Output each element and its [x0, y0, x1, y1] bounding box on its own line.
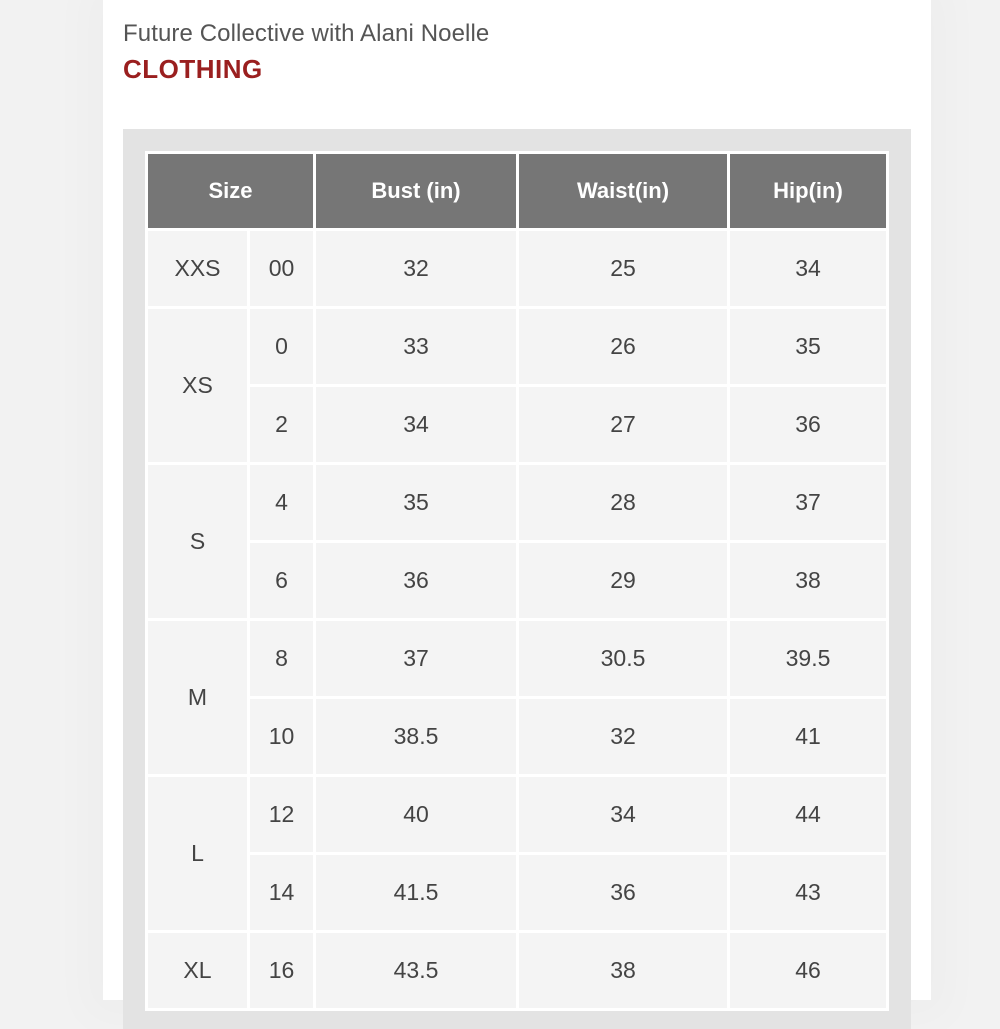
waist-cell: 25: [519, 231, 727, 306]
bust-cell: 36: [316, 543, 516, 618]
numeric-size-cell: 00: [250, 231, 313, 306]
size-label-cell: XL: [148, 933, 247, 1008]
numeric-size-cell: 8: [250, 621, 313, 696]
bust-cell: 35: [316, 465, 516, 540]
hip-cell: 46: [730, 933, 886, 1008]
size-table-panel: [123, 129, 911, 1029]
waist-cell: 38: [519, 933, 727, 1008]
table-header-row: [148, 154, 886, 228]
bust-cell: 32: [316, 231, 516, 306]
waist-cell: 28: [519, 465, 727, 540]
waist-cell: 30.5: [519, 621, 727, 696]
hip-cell: 38: [730, 543, 886, 618]
category-title: CLOTHING: [123, 54, 263, 84]
hip-cell: 34: [730, 231, 886, 306]
waist-cell: 34: [519, 777, 727, 852]
brand-name: Future Collective with Alani Noelle: [123, 20, 490, 47]
table-row: [148, 621, 886, 696]
numeric-size-cell: 4: [250, 465, 313, 540]
waist-cell: 26: [519, 309, 727, 384]
numeric-size-cell: 6: [250, 543, 313, 618]
size-chart-table: [145, 151, 889, 1011]
column-header-hip: Hip(in): [730, 154, 886, 228]
hip-cell: 44: [730, 777, 886, 852]
column-header-size: Size: [148, 154, 313, 228]
size-chart-page: [103, 0, 931, 1000]
size-label-cell: S: [148, 465, 247, 618]
waist-cell: 27: [519, 387, 727, 462]
hip-cell: 41: [730, 699, 886, 774]
bust-cell: 37: [316, 621, 516, 696]
table-body: [148, 231, 886, 1008]
size-label-cell: L: [148, 777, 247, 930]
table-row: [148, 855, 886, 930]
hip-cell: 35: [730, 309, 886, 384]
size-label-cell: M: [148, 621, 247, 774]
hip-cell: 36: [730, 387, 886, 462]
hip-cell: 37: [730, 465, 886, 540]
numeric-size-cell: 16: [250, 933, 313, 1008]
column-header-waist: Waist(in): [519, 154, 727, 228]
numeric-size-cell: 12: [250, 777, 313, 852]
hip-cell: 43: [730, 855, 886, 930]
table-row: [148, 543, 886, 618]
table-row: [148, 231, 886, 306]
hip-cell: 39.5: [730, 621, 886, 696]
column-header-bust: Bust (in): [316, 154, 516, 228]
numeric-size-cell: 2: [250, 387, 313, 462]
table-row: [148, 309, 886, 384]
numeric-size-cell: 0: [250, 309, 313, 384]
bust-cell: 41.5: [316, 855, 516, 930]
waist-cell: 36: [519, 855, 727, 930]
numeric-size-cell: 10: [250, 699, 313, 774]
size-label-cell: XXS: [148, 231, 247, 306]
table-row: [148, 933, 886, 1008]
table-row: [148, 465, 886, 540]
bust-cell: 40: [316, 777, 516, 852]
bust-cell: 43.5: [316, 933, 516, 1008]
numeric-size-cell: 14: [250, 855, 313, 930]
waist-cell: 29: [519, 543, 727, 618]
table-row: [148, 777, 886, 852]
bust-cell: 33: [316, 309, 516, 384]
size-label-cell: XS: [148, 309, 247, 462]
table-row: [148, 387, 886, 462]
bust-cell: 38.5: [316, 699, 516, 774]
waist-cell: 32: [519, 699, 727, 774]
bust-cell: 34: [316, 387, 516, 462]
table-row: [148, 699, 886, 774]
